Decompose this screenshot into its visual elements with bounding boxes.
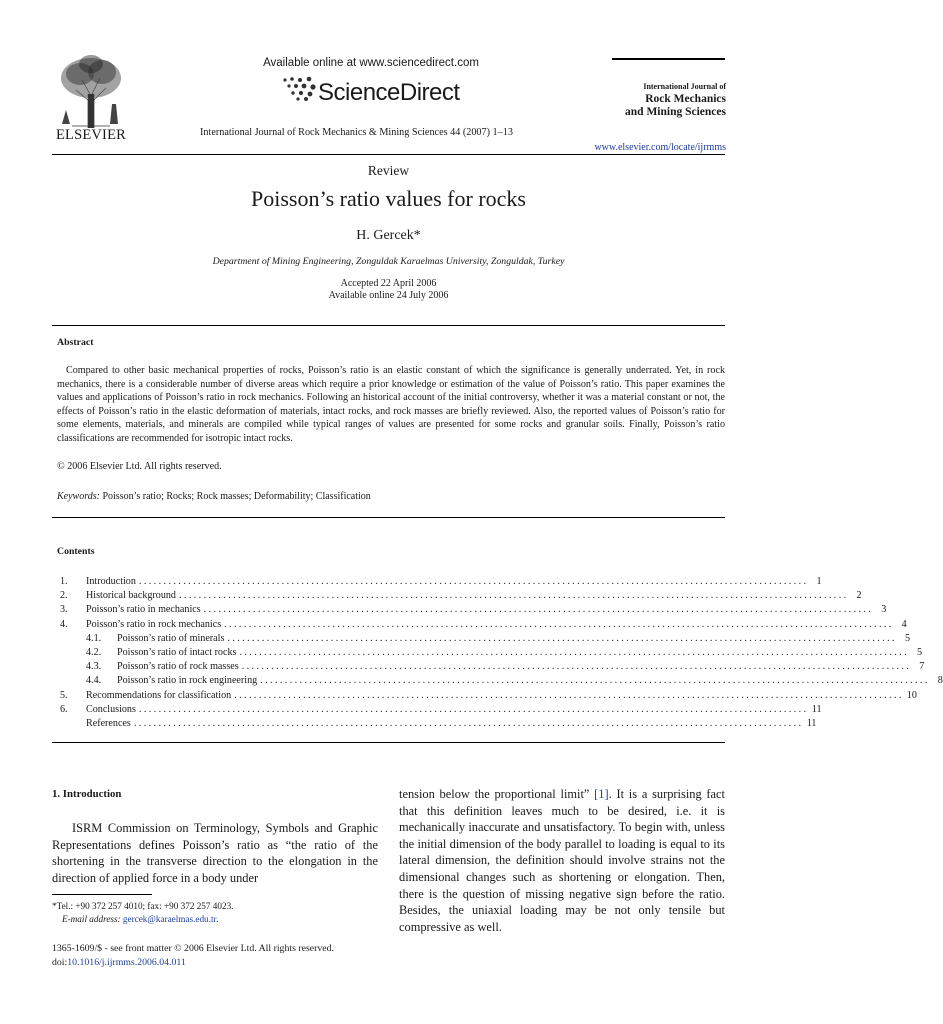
- toc-item[interactable]: [60, 703, 822, 717]
- email-end: .: [216, 914, 219, 924]
- abstract-heading: Abstract: [57, 337, 94, 348]
- toc-leader-dots: ........................................................................................................................................: [239, 646, 910, 658]
- toc-leader-dots: ........................................................................................................................................: [227, 632, 897, 644]
- available-online-text[interactable]: Available online at www.sciencedirect.com: [263, 57, 479, 69]
- section-heading: 1. Introduction: [52, 788, 122, 800]
- toc-item-title: Poisson’s ratio of rock masses: [117, 661, 239, 673]
- abstract-copyright: © 2006 Elsevier Ltd. All rights reserved.: [57, 461, 222, 472]
- journal-url-link[interactable]: www.elsevier.com/locate/ijrmms: [594, 142, 726, 153]
- toc-leader-dots: ........................................................................................................................................: [224, 618, 894, 630]
- table-of-contents: [60, 575, 943, 731]
- journal-citation: International Journal of Rock Mechanics & Mining Sciences 44 (2007) 1–13: [200, 127, 513, 138]
- contents-top-rule: [52, 517, 725, 518]
- email-label: E-mail address:: [62, 914, 121, 924]
- toc-leader-dots: ........................................................................................................................................: [234, 689, 904, 701]
- toc-item[interactable]: [60, 717, 817, 731]
- toc-leader-dots: ........................................................................................................................................: [138, 576, 809, 587]
- toc-leader-dots: ........................................................................................................................................: [138, 703, 809, 715]
- toc-item-number: 4.: [60, 618, 68, 630]
- toc-item-page: 11: [806, 717, 817, 729]
- article-type: Review: [367, 163, 410, 178]
- contents-bottom-rule: [52, 742, 725, 743]
- left-column: [52, 788, 378, 886]
- article-title: Poisson’s ratio values for rocks: [251, 186, 526, 211]
- keywords-list: Poisson’s ratio; Rocks; Rock masses; Deformability; Classification: [102, 491, 371, 502]
- author-footnote: [52, 900, 233, 926]
- author-affiliation: Department of Mining Engineering, Zonguldak Karaelmas University, Zonguldak, Turkey: [212, 256, 565, 267]
- toc-item-number: 4.2.: [86, 646, 102, 658]
- toc-item-title: Poisson’s ratio in mechanics: [86, 604, 201, 616]
- toc-item-title: Conclusions: [86, 703, 136, 715]
- toc-leader-dots: ........................................................................................................................................: [241, 661, 912, 673]
- toc-item-number: 6.: [60, 703, 68, 715]
- toc-item-page: 10: [906, 689, 917, 701]
- paragraph-text: . It is a surprising fact that this definition leaves much to be desired, i.e. it is mechanically inaccurate and unsatisfactory. To begin with, unless the initial dimension of the body parallel to loading is equal to its lateral dimension, the definition should involve strains not the dimensional changes such as shortening or elongation. Then, there is the question of missing negative sign before the ratio. Besides, the uniaxial loading may be not only tensile but compressive as well.: [399, 787, 725, 934]
- toc-item[interactable]: [60, 618, 907, 632]
- abstract-top-rule: [52, 325, 725, 326]
- toc-item-page: 2: [856, 590, 862, 602]
- toc-leader-dots: ........................................................................................................................................: [203, 604, 874, 616]
- abstract-body: Compared to other basic mechanical properties of rocks, Poisson’s ratio is an elastic constant of which the significance is generally underrated. Yet, in rock mechanics, there is a considerable number of diverse areas which require a prior knowledge or estimation of the value of Poisson’s ratio. This paper examines the values and applications of Poisson’s ratio in rock mechanics. Following an historical account of the initial controversy, whether it was a material constant or not, the effects of Poisson’s ratio in the elastic deformation of materials, intact rocks, and rock masses are briefly reviewed. Also, the reported values of Poisson’s ratio for some elements, materials, and minerals are compiled while typical ranges of values are presented for some rocks and granular soils. Finally, Poisson’s ratio classifications are recommended for isotropic intact rocks.: [57, 365, 725, 444]
- toc-item-title: References: [86, 717, 131, 729]
- journal-name-line1: Rock Mechanics: [645, 93, 726, 105]
- toc-item-page: 8: [937, 675, 943, 687]
- toc-item-title: Poisson’s ratio of intact rocks: [117, 646, 237, 658]
- keywords-line: [57, 491, 371, 502]
- publisher-name: ELSEVIER: [55, 127, 127, 143]
- contact-phone-fax: *Tel.: +90 372 257 4010; fax: +90 372 257 4023.: [52, 901, 234, 911]
- toc-item-number: 2.: [60, 590, 68, 602]
- journal-name-line2: and Mining Sciences: [625, 106, 726, 118]
- toc-item-title: Historical background: [86, 590, 176, 602]
- doi-label: doi:: [52, 956, 68, 968]
- front-matter-info: [52, 942, 334, 969]
- sciencedirect-dots-icon: [282, 76, 318, 102]
- doi-link[interactable]: 10.1016/j.ijrmms.2006.04.011: [67, 956, 186, 968]
- body-paragraph: ISRM Commission on Terminology, Symbols and Graphic Representations defines Poisson’s ratio as “the ratio of the shortening in the transverse direction to the elongation in the direction of applied force in a body under: [52, 821, 378, 885]
- toc-item-title: Poisson’s ratio of minerals: [117, 632, 225, 644]
- toc-item-number: 4.4.: [86, 675, 102, 687]
- reference-link[interactable]: [1]: [594, 787, 609, 801]
- toc-item-title: Introduction: [86, 576, 136, 587]
- toc-item-number: 4.1.: [86, 632, 102, 644]
- toc-subitem[interactable]: [60, 632, 910, 646]
- toc-item-number: 1.: [60, 576, 68, 587]
- toc-item-page: 3: [881, 604, 887, 616]
- issn-line: 1365-1609/$ - see front matter © 2006 Elsevier Ltd. All rights reserved.: [52, 943, 334, 954]
- accepted-date: Accepted 22 April 2006: [340, 278, 437, 289]
- journal-name-block: [598, 80, 726, 119]
- toc-item-title: Recommendations for classification: [86, 689, 232, 701]
- toc-subitem[interactable]: [60, 660, 925, 674]
- toc-item-page: 4: [901, 618, 907, 630]
- journal-rule: [612, 58, 725, 60]
- right-column: [399, 786, 725, 935]
- article-author: H. Gercek*: [356, 228, 421, 243]
- keywords-label: Keywords:: [57, 491, 100, 502]
- body-paragraph: [399, 786, 725, 935]
- footnote-rule: [52, 894, 152, 895]
- toc-leader-dots: ........................................................................................................................................: [178, 590, 849, 602]
- elsevier-tree-logo: [52, 50, 130, 130]
- toc-item-page: 11: [811, 703, 822, 715]
- toc-item-title: Poisson’s ratio in rock mechanics: [86, 618, 222, 630]
- toc-item[interactable]: [60, 589, 862, 603]
- toc-item[interactable]: [60, 603, 887, 617]
- toc-item-page: 5: [904, 632, 910, 644]
- toc-leader-dots: ........................................................................................................................................: [260, 675, 930, 687]
- toc-subitem[interactable]: [60, 674, 943, 688]
- toc-item-number: [60, 717, 86, 731]
- paragraph-text: tension below the proportional limit”: [399, 787, 590, 801]
- toc-item-title: Poisson’s ratio in rock engineering: [117, 675, 258, 687]
- toc-item-page: 1: [816, 576, 822, 587]
- toc-item-number: 4.3.: [86, 661, 102, 673]
- toc-item-page: 7: [919, 661, 925, 673]
- toc-item[interactable]: [60, 575, 822, 589]
- toc-item-number: 5.: [60, 689, 68, 701]
- sciencedirect-brand: ScienceDirect: [318, 79, 460, 106]
- toc-leader-dots: ........................................................................................................................................: [133, 717, 804, 729]
- toc-item[interactable]: [60, 689, 917, 703]
- journal-name-prefix: International Journal of: [643, 82, 726, 91]
- toc-item-number: 3.: [60, 604, 68, 616]
- toc-subitem[interactable]: [60, 646, 923, 660]
- contents-heading: Contents: [57, 546, 95, 557]
- email-link[interactable]: gercek@karaelmas.edu.tr: [122, 914, 217, 924]
- available-date: Available online 24 July 2006: [328, 290, 449, 301]
- article-dates: [52, 278, 725, 302]
- header-divider: [52, 154, 725, 155]
- toc-item-page: 5: [916, 646, 923, 658]
